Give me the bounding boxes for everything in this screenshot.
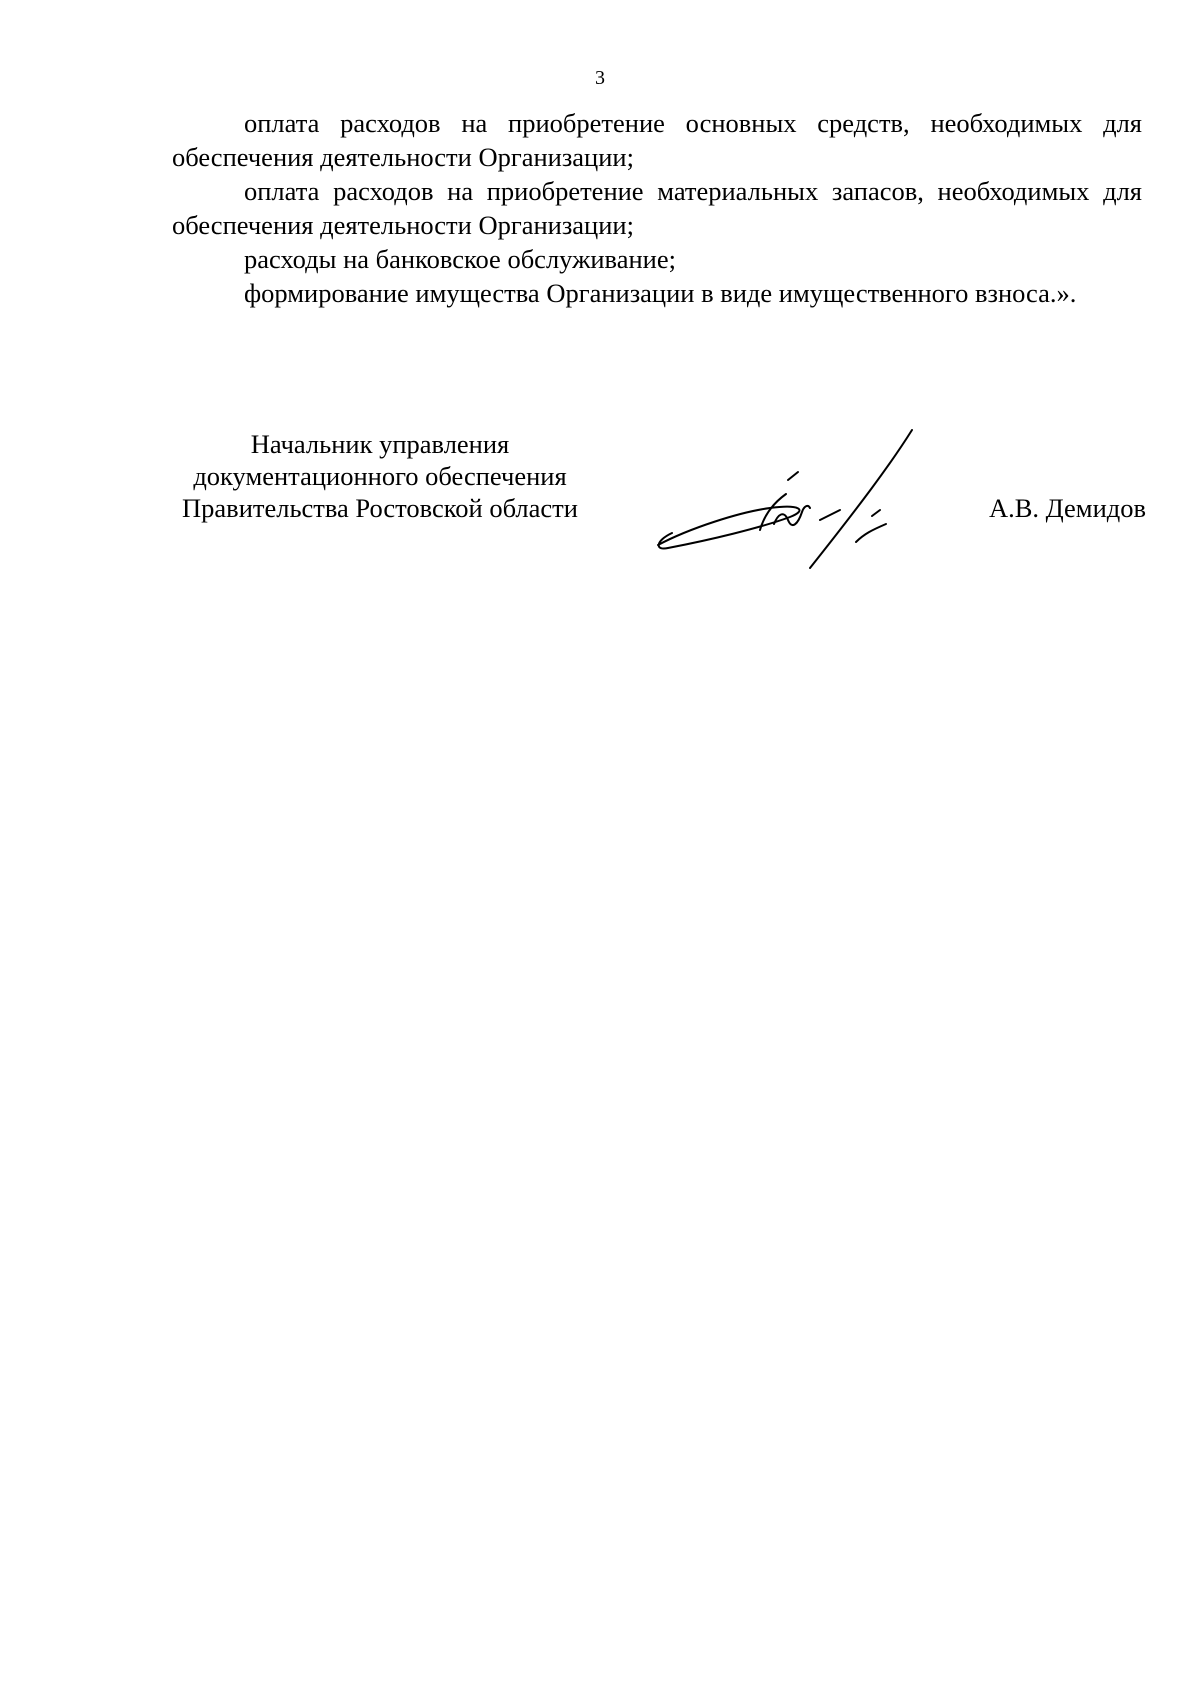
paragraph: оплата расходов на приобретение материальных запасов, необходимых для обеспечения деятельности Организации; [172, 176, 1142, 240]
paragraph: оплата расходов на приобретение основных средств, необходимых для обеспечения деятельности Организации; [172, 108, 1142, 172]
paragraph: расходы на банковское обслуживание; [244, 244, 676, 274]
position-line: Правительства Ростовской области [182, 493, 578, 523]
page-number: 3 [595, 67, 605, 89]
signatory-name: А.В. Демидов [988, 493, 1146, 523]
position-line: документационного обеспечения [193, 461, 567, 491]
signatory-position [160, 428, 600, 524]
paragraph: формирование имущества Организации в виде имущественного взноса.». [244, 278, 1077, 308]
handwritten-signature [650, 420, 940, 585]
signature-block [160, 428, 1146, 598]
position-line: Начальник управления [250, 429, 510, 459]
document-body [172, 106, 1142, 310]
